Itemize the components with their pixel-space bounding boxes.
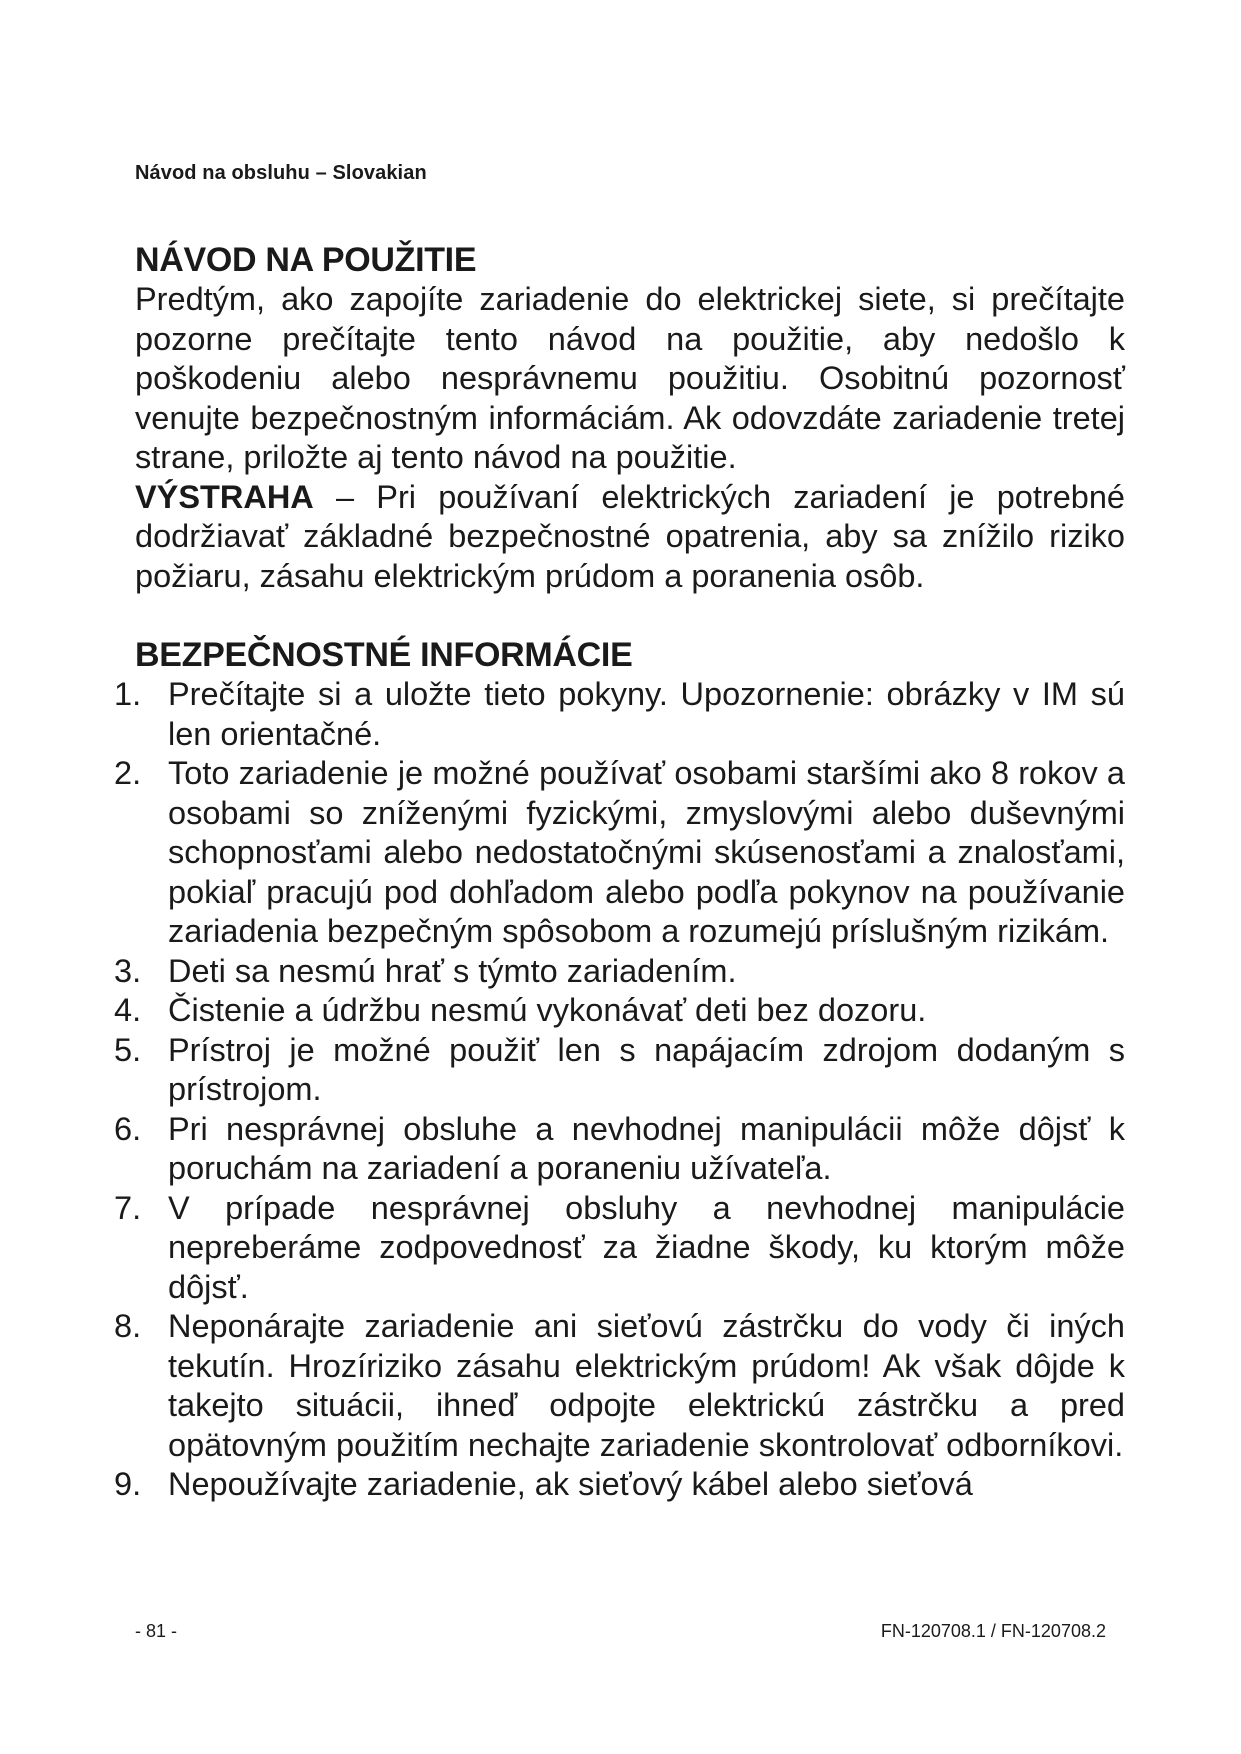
safety-item-number: 9. bbox=[114, 1466, 142, 1502]
safety-item-text: Čistenie a údržbu nesmú vykonávať deti bez dozoru. bbox=[168, 992, 927, 1028]
instructions-title: NÁVOD NA POUŽITIE bbox=[135, 241, 477, 279]
instructions-intro: Predtým, ako zapojíte zariadenie do elektrickej siete, si prečítajte pozorne prečítajte tento návod na použitie, aby nedošlo k poškodeniu alebo nesprávnemu použitiu. Osobitnú pozornosť venujte bezpečnostným informáciám. Ak odovzdáte zariadenie tretej strane, priložte aj tento návod na použitie. bbox=[135, 281, 1125, 475]
safety-item-number: 2. bbox=[114, 755, 142, 791]
safety-item bbox=[114, 1110, 1125, 1189]
safety-item-text: Pri nesprávnej obsluhe a nevhodnej manipulácii môže dôjsť k poruchám na zariadení a poraneniu užívateľa. bbox=[168, 1110, 1125, 1186]
safety-item-number: 3. bbox=[114, 952, 142, 989]
document-language-label: Návod na obsluhu – Slovakian bbox=[135, 162, 427, 184]
safety-item bbox=[114, 1307, 1125, 1465]
safety-item-text: V prípade nesprávnej obsluhy a nevhodnej manipulácie nepreberáme zodpovednosť za žiadne škody, ku ktorým môže dôjsť. bbox=[168, 1189, 1125, 1305]
safety-item-text: Nepoužívajte zariadenie, ak sieťový kábel alebo sieťová bbox=[168, 1466, 973, 1502]
safety-item-number: 4. bbox=[114, 992, 142, 1028]
safety-item bbox=[114, 675, 1125, 754]
section-spacer bbox=[135, 596, 1125, 635]
safety-item bbox=[114, 1189, 1125, 1308]
page-number: - 81 - bbox=[135, 1621, 178, 1641]
safety-item bbox=[114, 754, 1125, 952]
safety-title: BEZPEČNOSTNÉ INFORMÁCIE bbox=[135, 636, 633, 674]
safety-item-number: 8. bbox=[114, 1308, 142, 1344]
warning-label: VÝSTRAHA bbox=[135, 478, 314, 515]
safety-list bbox=[114, 675, 1125, 1505]
safety-item-text: Prečítajte si a uložte tieto pokyny. Upozornenie: obrázky v IM sú len orientačné. bbox=[168, 676, 1125, 752]
safety-item-text: Neponárajte zariadenie ani sieťovú zástrčku do vody či iných tekutín. Hrozíriziko zásahu elektrickým prúdom! Ak však dôjde k takejto situácii, ihneď odpojte elektrickú zástrčku a pred opätovným použitím nechajte zariadenie skontrolovať odborníkovi. bbox=[168, 1308, 1125, 1463]
page-content bbox=[114, 240, 1125, 1505]
safety-item bbox=[114, 991, 1125, 1031]
model-number: FN-120708.1 / FN-120708.2 bbox=[880, 1621, 1106, 1641]
safety-item-number: 1. bbox=[114, 676, 142, 712]
safety-item-text: Deti sa nesmú hrať s týmto zariadením. bbox=[168, 952, 737, 989]
safety-item bbox=[114, 952, 1125, 992]
safety-item-number: 6. bbox=[114, 1110, 142, 1147]
safety-item-text: Prístroj je možné použiť len s napájacím zdrojom dodaným s prístrojom. bbox=[168, 1031, 1125, 1107]
safety-item-text: Toto zariadenie je možné používať osobami staršími ako 8 rokov a osobami so zníženými fyzickými, zmyslovými alebo duševnými schopnosťami alebo nedostatočnými skúsenosťami a znalosťami, pokiaľ pracujú pod dohľadom alebo podľa pokynov na používanie zariadenia bezpečným spôsobom a rozumejú príslušným rizikám. bbox=[168, 755, 1125, 949]
warning-text: – Pri používaní elektrických zariadení je potrebné dodržiavať základné bezpečnostné opatrenia, aby sa znížilo riziko požiaru, zásahu elektrickým prúdom a poranenia osôb. bbox=[135, 478, 1125, 594]
safety-item-number: 5. bbox=[114, 1031, 142, 1068]
warning-paragraph bbox=[135, 478, 1125, 597]
safety-item bbox=[114, 1465, 1125, 1505]
safety-item-number: 7. bbox=[114, 1189, 142, 1226]
safety-item bbox=[114, 1031, 1125, 1110]
